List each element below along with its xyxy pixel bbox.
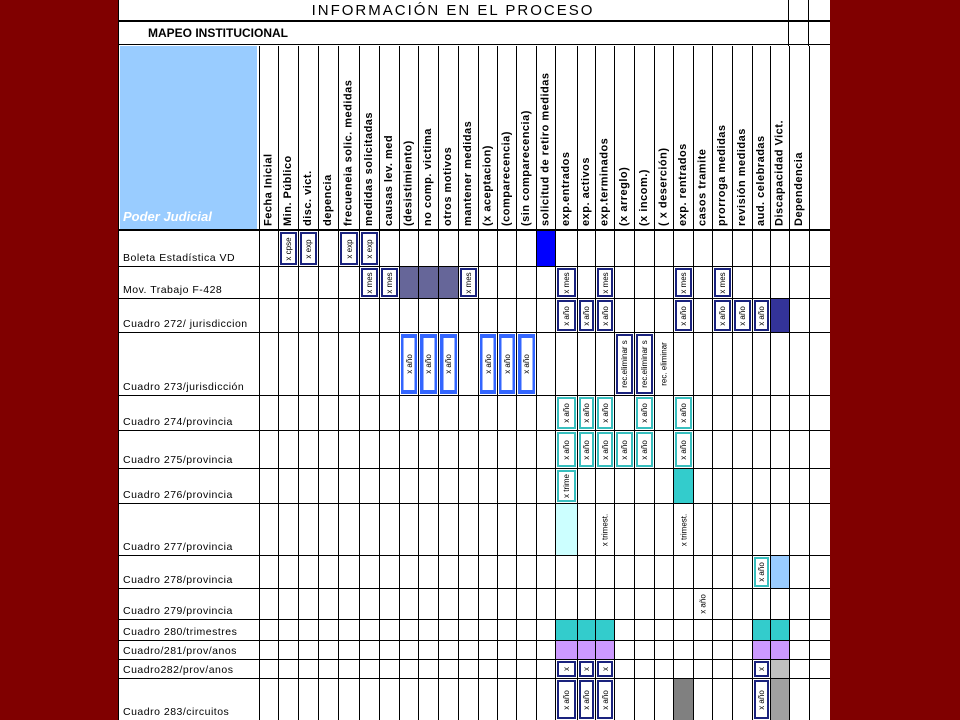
cell-mark-text: x — [600, 667, 610, 671]
cell-mark-text: x año — [444, 354, 453, 374]
cell-mark-text: x año — [679, 439, 688, 460]
column-header — [497, 46, 516, 229]
cell-mark-text: x mes — [600, 271, 610, 294]
cell-mark-box — [581, 665, 592, 673]
data-cell — [771, 660, 789, 678]
data-cell — [280, 232, 297, 265]
cell-mark-text: x año — [600, 305, 610, 326]
column-header-label: depencia — [322, 174, 334, 226]
cell-mark-box — [561, 684, 572, 715]
column-header — [752, 46, 770, 229]
column-header-label: frecueneia solic. medidas — [342, 79, 355, 226]
cell-mark-box — [639, 436, 650, 463]
row-label: Cuadro 278/provincia — [123, 574, 233, 586]
column-header-label: (desistimiento) — [402, 140, 415, 226]
cell-mark-text: x año — [757, 689, 766, 710]
column-header — [278, 46, 298, 229]
cell-mark-box — [678, 272, 689, 293]
column-header — [298, 46, 318, 229]
column-header — [458, 46, 478, 229]
column-header — [789, 46, 809, 229]
cell-mark-text: x trimest. — [600, 513, 610, 546]
column-header — [536, 46, 555, 229]
data-cell — [557, 300, 576, 331]
column-header-label: exp.terminados — [598, 137, 611, 226]
data-cell — [480, 334, 496, 394]
cell-mark-text: x — [582, 667, 591, 671]
cell-mark-text: x mes — [562, 271, 571, 294]
grid-row-line — [118, 266, 830, 267]
cell-mark-box — [561, 272, 572, 293]
cell-mark-text: x año — [582, 403, 591, 423]
cell-mark-box — [639, 338, 650, 390]
data-cell — [557, 268, 576, 297]
cell-mark-text: x año — [757, 305, 766, 326]
column-header — [438, 46, 458, 229]
data-cell — [557, 470, 576, 502]
column-header-label: medidas solicitadas — [363, 111, 375, 226]
cell-mark-text: x año — [640, 439, 649, 460]
cell-mark-box — [443, 338, 454, 390]
data-cell — [753, 641, 770, 659]
cell-mark-box — [521, 338, 532, 390]
data-cell — [400, 267, 418, 298]
data-cell — [714, 268, 731, 297]
cell-mark-box — [561, 436, 572, 463]
column-header-label: Fecha Inicial — [262, 153, 275, 226]
cell-mark-text: rec. eliminar — [659, 342, 669, 386]
row-label: Cuadro 277/provincia — [123, 541, 233, 553]
data-cell — [596, 504, 614, 555]
grid-col-line — [788, 0, 789, 46]
column-header — [259, 46, 278, 229]
column-header-label: Min. Público — [282, 155, 294, 226]
column-header — [770, 46, 789, 229]
data-cell — [556, 641, 577, 659]
data-cell — [596, 641, 614, 659]
cell-mark-text: x mes — [464, 271, 473, 294]
cell-mark-box — [384, 272, 395, 293]
cell-mark-text: x exp — [344, 238, 354, 259]
cell-mark-text: x — [562, 667, 571, 671]
grid-row-line — [118, 332, 830, 333]
column-header — [595, 46, 614, 229]
column-header — [399, 46, 418, 229]
grid-row-line — [118, 230, 830, 231]
cell-mark-box — [737, 304, 748, 327]
cell-mark-text: x año — [424, 354, 433, 374]
column-header-label: prorroga medidas — [716, 124, 728, 226]
column-header — [555, 46, 577, 229]
data-cell — [771, 641, 789, 659]
column-header-label: solicitud de retiro medidas — [539, 72, 552, 226]
data-cell — [460, 268, 477, 297]
column-header-label: revisión medidas — [736, 128, 748, 226]
cell-mark-box — [502, 338, 513, 390]
cell-mark-box — [756, 304, 767, 327]
cell-mark-text: x año — [698, 594, 708, 614]
column-header — [478, 46, 497, 229]
column-header — [338, 46, 359, 229]
cell-mark-text: x año — [620, 439, 629, 460]
grid-row-line — [118, 298, 830, 299]
data-cell — [401, 334, 417, 394]
data-cell — [579, 432, 594, 467]
grid-row-line — [118, 395, 830, 396]
row-label: Mov. Trabajo F-428 — [123, 284, 223, 296]
data-cell — [300, 232, 317, 265]
header-rule-subtitle — [118, 44, 830, 45]
data-cell — [655, 333, 673, 395]
data-cell — [771, 556, 789, 588]
row-label: Cuadro282/prov/anos — [123, 664, 234, 676]
column-header-label: no comp. victima — [422, 128, 434, 226]
cell-mark-text: x exp — [304, 238, 313, 259]
row-label: Cuadro/281/prov/anos — [123, 645, 237, 657]
column-header — [516, 46, 536, 229]
data-cell — [714, 300, 731, 331]
row-label: Cuadro 276/provincia — [123, 489, 233, 501]
cell-mark-text: x año — [502, 354, 512, 374]
data-cell — [771, 679, 789, 720]
cell-mark-box — [364, 272, 375, 293]
data-cell — [361, 268, 378, 297]
grid-row-line — [118, 678, 830, 679]
cell-mark-text: x año — [600, 689, 610, 710]
spreadsheet — [118, 0, 830, 720]
cell-mark-box — [581, 684, 592, 715]
data-cell — [556, 620, 577, 640]
data-cell — [579, 397, 594, 429]
cell-mark-box — [600, 272, 611, 293]
grid-row-line — [118, 430, 830, 431]
cell-mark-box — [463, 272, 474, 293]
column-header-label: exp.entrados — [560, 151, 572, 226]
cell-mark-box — [600, 304, 611, 327]
column-header — [693, 46, 712, 229]
data-cell — [597, 661, 613, 677]
column-header — [732, 46, 752, 229]
cell-mark-text: x año — [718, 305, 727, 326]
data-cell — [518, 334, 535, 394]
grid-left-edge — [118, 0, 119, 720]
column-header-label: (comparecencia) — [500, 131, 513, 226]
column-header-label: (sin comparecencia) — [520, 110, 532, 226]
cell-mark-box — [600, 401, 611, 425]
data-cell — [636, 397, 653, 429]
cell-mark-box — [756, 665, 767, 673]
cell-mark-text: x trimest. — [679, 513, 688, 546]
cell-mark-text: x — [757, 667, 766, 671]
cell-mark-box — [678, 436, 689, 463]
cell-mark-text: x año — [600, 403, 610, 423]
cell-mark-box — [619, 436, 630, 463]
data-cell — [674, 504, 693, 555]
column-header — [418, 46, 438, 229]
cell-mark-box — [561, 474, 572, 498]
cell-mark-box — [404, 338, 415, 390]
cell-mark-text: x mes — [679, 271, 688, 294]
subtitle: MAPEO INSTITUCIONAL — [148, 26, 288, 40]
cell-mark-text: x año — [582, 439, 591, 460]
cell-mark-text: x año — [483, 354, 493, 374]
row-label: Cuadro 279/provincia — [123, 605, 233, 617]
cell-mark-text: x año — [522, 354, 531, 374]
column-header-label: disc. vict. — [302, 170, 314, 226]
data-cell — [616, 432, 633, 467]
column-header — [654, 46, 673, 229]
data-cell — [674, 679, 693, 720]
cell-mark-box — [581, 436, 592, 463]
data-cell — [419, 267, 438, 298]
column-header-label: ( x deserción) — [657, 147, 670, 226]
row-label: Cuadro 275/provincia — [123, 454, 233, 466]
data-cell — [694, 589, 712, 619]
cell-mark-box — [600, 436, 611, 463]
cell-mark-text: rec.eliminar s — [640, 340, 649, 388]
cell-mark-text: x mes — [365, 271, 374, 294]
cell-mark-text: x año — [640, 403, 649, 423]
cell-mark-text: x exp — [365, 238, 374, 259]
cell-mark-box — [756, 561, 767, 583]
data-cell — [597, 300, 613, 331]
column-header — [673, 46, 693, 229]
data-cell — [771, 299, 789, 332]
data-cell — [499, 334, 515, 394]
data-cell — [578, 641, 595, 659]
column-header — [614, 46, 634, 229]
data-cell — [674, 469, 693, 503]
cell-mark-box — [483, 338, 494, 390]
cell-mark-box — [639, 401, 650, 425]
data-cell — [675, 397, 692, 429]
data-cell — [597, 397, 613, 429]
data-cell — [734, 300, 751, 331]
cell-mark-text: x año — [679, 305, 688, 326]
cell-mark-box — [756, 684, 767, 715]
data-cell — [597, 680, 613, 719]
cell-mark-box — [344, 236, 355, 261]
column-header — [379, 46, 399, 229]
corner-header-label: Poder Judicial — [123, 209, 212, 224]
column-header — [577, 46, 595, 229]
cell-mark-box — [364, 236, 375, 261]
data-cell — [754, 661, 769, 677]
cell-mark-text: x año — [562, 689, 571, 710]
data-cell — [771, 620, 789, 640]
cell-mark-text: x año — [679, 403, 688, 423]
data-cell — [440, 334, 457, 394]
row-label: Cuadro 272/ jurisdiccion — [123, 318, 248, 330]
cell-mark-box — [303, 236, 314, 261]
row-label: Cuadro 273/jurisdicción — [123, 381, 245, 393]
column-header-label: Discapacidad Vict. — [773, 119, 786, 226]
grid-row-line — [118, 503, 830, 504]
column-header-label: (x arreglo) — [618, 166, 630, 226]
data-cell — [557, 680, 576, 719]
data-cell — [596, 620, 614, 640]
cell-mark-box — [678, 304, 689, 327]
page-title: INFORMACIÓN EN EL PROCESO — [311, 2, 595, 19]
column-header-label: otros motivos — [442, 146, 454, 226]
cell-mark-text: x año — [757, 562, 766, 582]
cell-mark-box — [561, 665, 572, 673]
data-cell — [361, 232, 378, 265]
cell-mark-box — [283, 236, 294, 261]
cell-mark-text: x año — [582, 689, 591, 710]
data-cell — [754, 680, 769, 719]
cell-mark-box — [581, 401, 592, 425]
cell-mark-box — [678, 401, 689, 425]
cell-mark-box — [600, 665, 611, 673]
column-header-label: causas lev. med — [383, 134, 395, 226]
cell-mark-text: x año — [404, 354, 414, 374]
data-cell — [420, 334, 437, 394]
cell-mark-text: x mes — [385, 271, 394, 294]
column-header — [634, 46, 654, 229]
header-rule-top — [118, 20, 830, 22]
cell-mark-text: x año — [738, 305, 747, 326]
column-header-label: exp. rentrados — [677, 143, 689, 226]
data-cell — [579, 680, 594, 719]
row-label: Cuadro 280/trimestres — [123, 626, 238, 638]
column-header — [359, 46, 379, 229]
cell-mark-box — [600, 684, 611, 715]
data-cell — [557, 661, 576, 677]
data-cell — [675, 268, 692, 297]
cell-mark-text: x trime — [562, 474, 571, 498]
cell-mark-text: rec.eliminar s — [620, 340, 629, 388]
grid-row-line — [118, 640, 830, 641]
column-header-label: aud. celebradas — [755, 135, 767, 226]
cell-mark-text: x mes — [718, 271, 727, 294]
data-cell — [754, 300, 769, 331]
cell-mark-text: x año — [600, 439, 610, 460]
grid-row-line — [118, 619, 830, 620]
data-cell — [753, 620, 770, 640]
column-header-label: mantener medidas — [462, 120, 474, 226]
grid-col-line — [808, 0, 809, 46]
data-cell — [579, 300, 594, 331]
data-cell — [557, 397, 576, 429]
column-header — [318, 46, 338, 229]
cell-mark-text: x año — [562, 305, 571, 326]
cell-mark-text: x año — [582, 305, 591, 326]
data-cell — [636, 432, 653, 467]
grid-row-line — [118, 468, 830, 469]
column-header-label: exp. activos — [580, 157, 592, 226]
column-header — [712, 46, 732, 229]
column-header-label: Dependencia — [793, 152, 805, 226]
cell-mark-box — [561, 304, 572, 327]
cell-mark-box — [619, 338, 630, 390]
cell-mark-text: x año — [562, 439, 571, 460]
cell-mark-box — [717, 304, 728, 327]
cell-mark-text: x año — [562, 403, 571, 423]
column-header-label: casos tramite — [696, 148, 709, 226]
data-cell — [537, 231, 555, 266]
row-label: Boleta Estadística VD — [123, 252, 236, 264]
cell-mark-box — [423, 338, 434, 390]
corner-header-block — [120, 46, 257, 229]
column-header-label: (x incom.) — [638, 169, 650, 226]
data-cell — [597, 432, 613, 467]
data-cell — [675, 300, 692, 331]
data-cell — [556, 504, 577, 555]
data-cell — [578, 620, 595, 640]
data-cell — [636, 334, 653, 394]
row-label: Cuadro 283/circuitos — [123, 706, 230, 718]
data-cell — [557, 432, 576, 467]
data-cell — [616, 334, 633, 394]
row-label: Cuadro 274/provincia — [123, 416, 233, 428]
data-cell — [381, 268, 398, 297]
cell-mark-box — [717, 272, 728, 293]
grid-row-line — [118, 659, 830, 660]
cell-mark-box — [561, 401, 572, 425]
grid-row-line — [118, 555, 830, 556]
cell-mark-box — [581, 304, 592, 327]
data-cell — [597, 268, 613, 297]
grid-row-line — [118, 588, 830, 589]
data-cell — [579, 661, 594, 677]
column-header-label: (x aceptacion) — [481, 145, 494, 226]
data-cell — [754, 557, 769, 587]
data-cell — [675, 432, 692, 467]
cell-mark-text: x cpse — [284, 236, 293, 261]
data-cell — [340, 232, 358, 265]
data-cell — [439, 267, 458, 298]
